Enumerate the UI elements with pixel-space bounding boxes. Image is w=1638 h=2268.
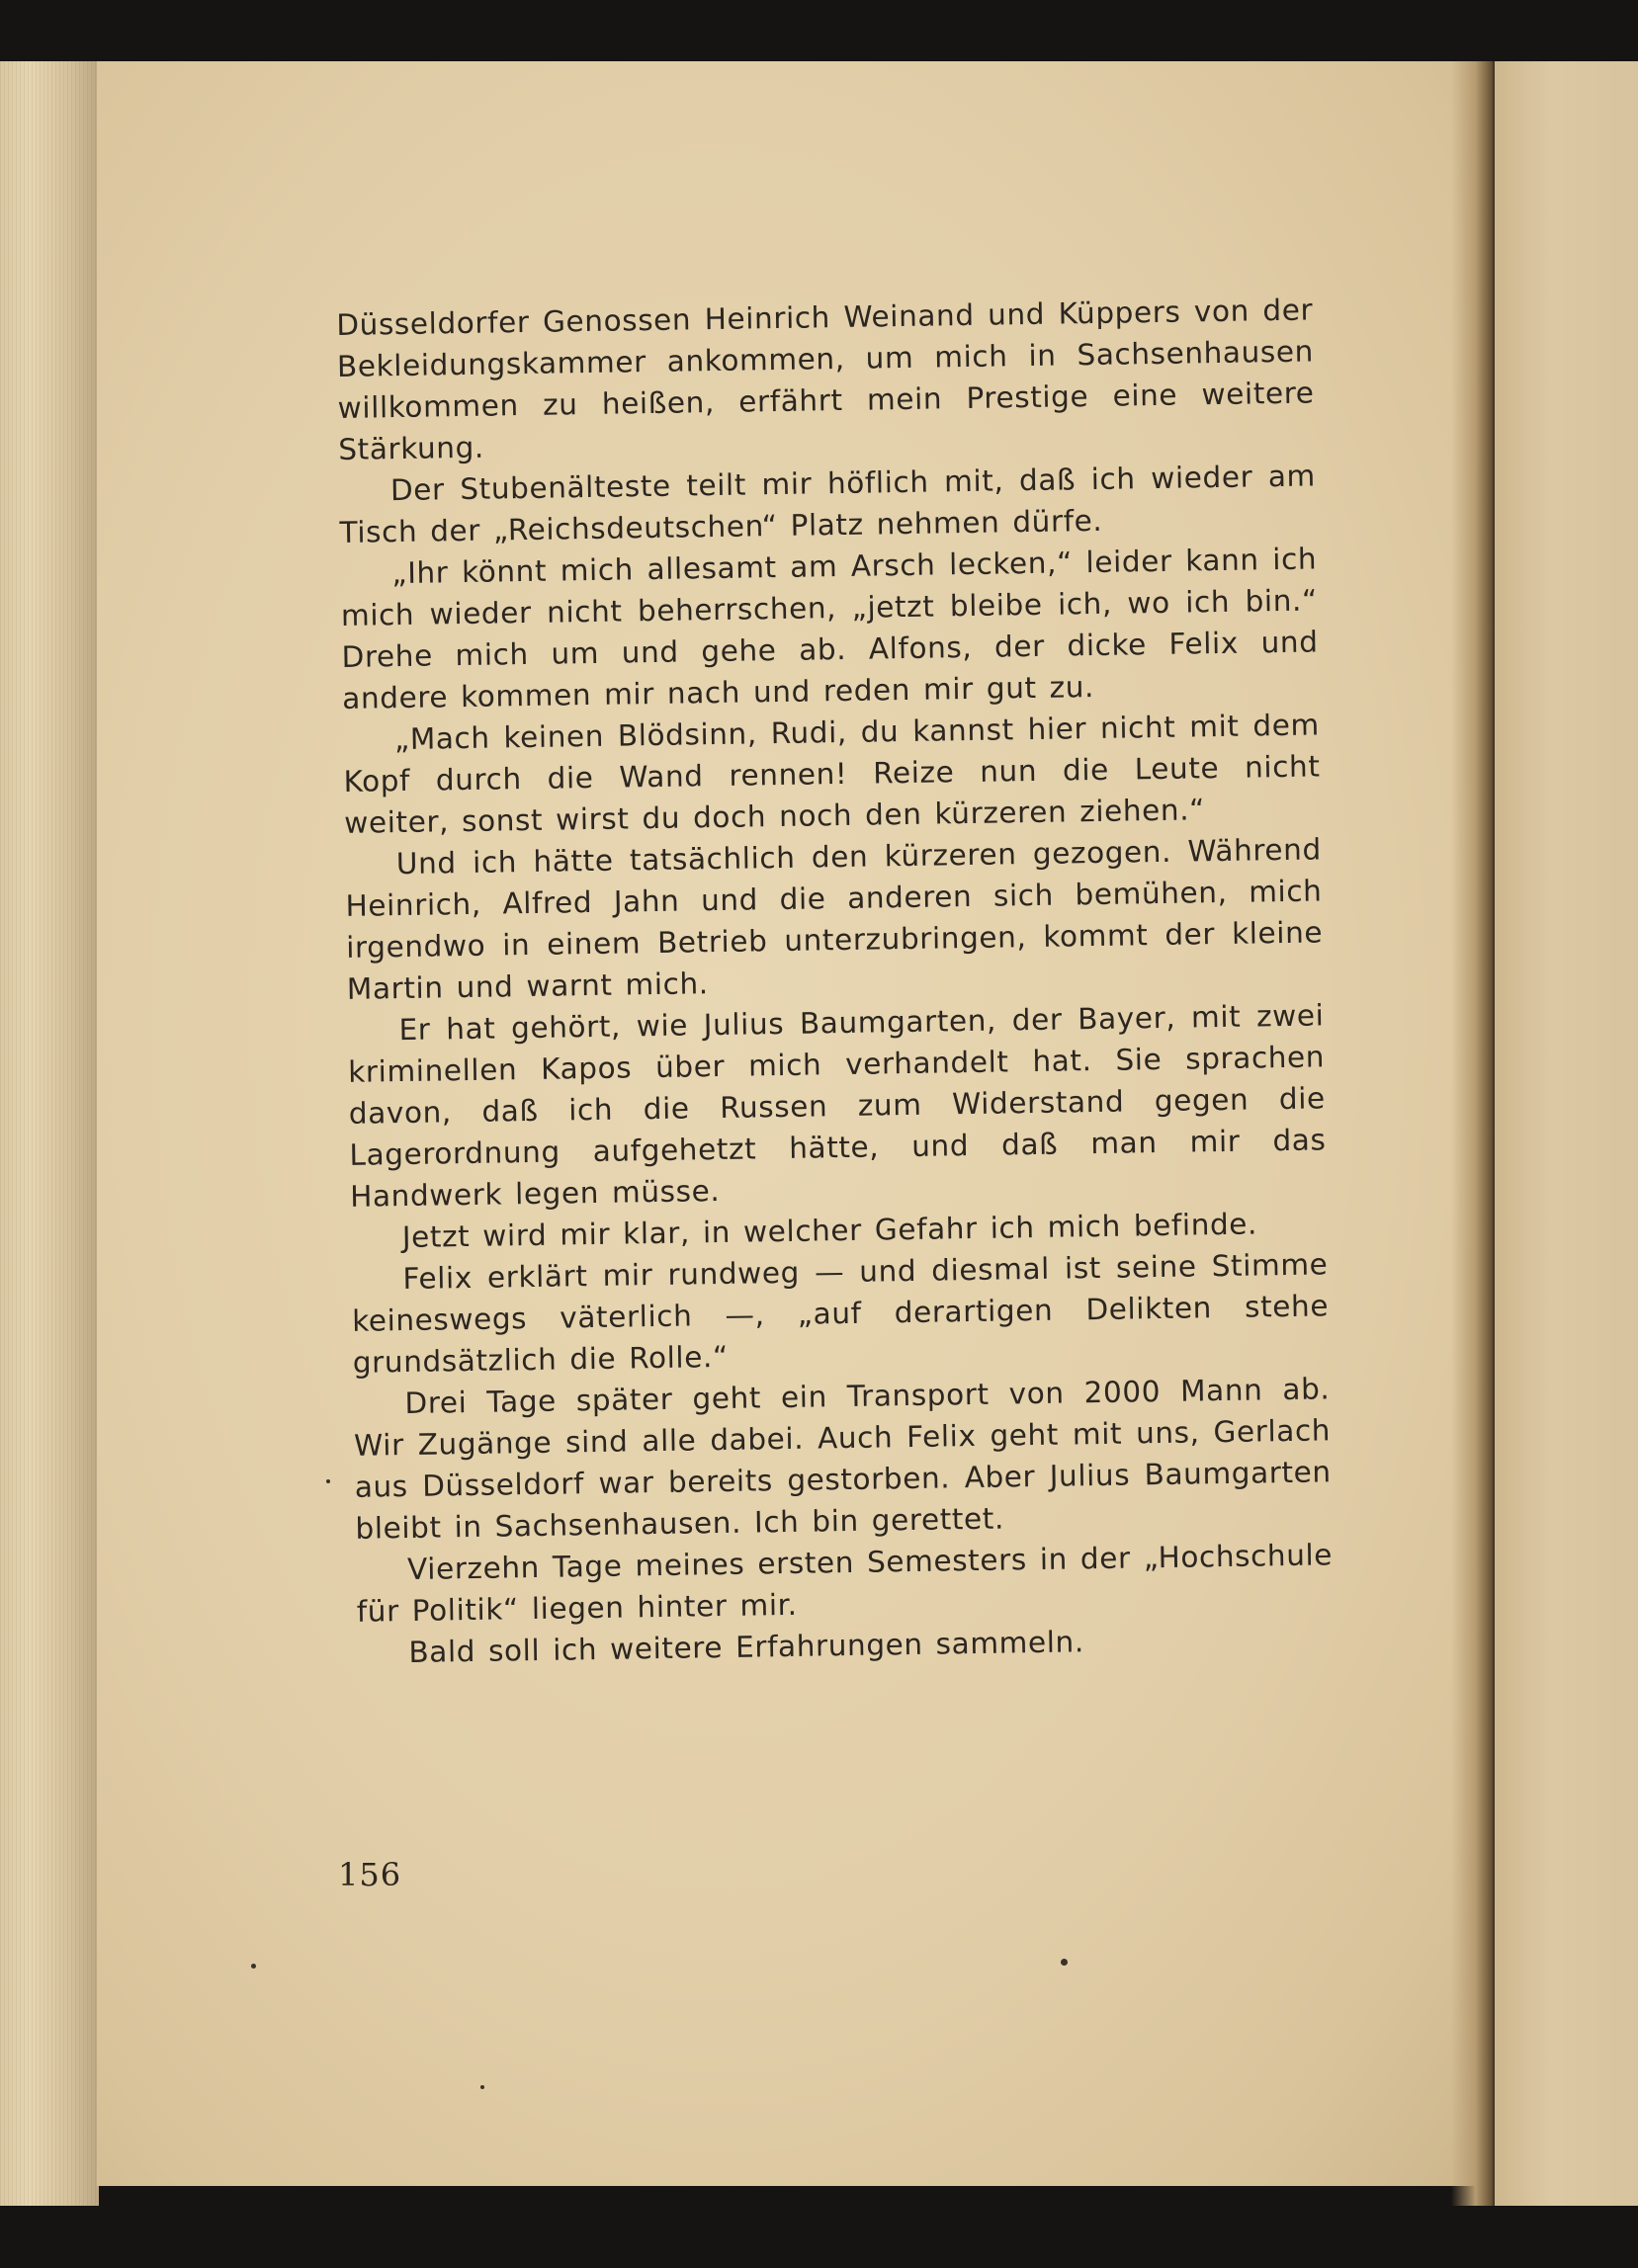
paper-speck — [1061, 1959, 1068, 1966]
paper-speck — [251, 1964, 256, 1969]
book-gutter — [1451, 61, 1496, 2206]
paragraph: Der Stubenälteste teilt mir höflich mit, daß ich wieder am Tisch der „Reichsdeutschen“ Platz nehmen dürfe. — [339, 459, 1317, 549]
facing-page-edge — [1495, 61, 1638, 2206]
paragraph: Felix erklärt mir rundweg — und diesmal ist seine Stimme keineswegs väterlich —, „auf derartigen Delikten stehe grundsätzlich die Rolle.“ — [351, 1247, 1330, 1380]
paragraph: Jetzt wird mir klar, in welcher Gefahr ich mich befinde. — [401, 1207, 1258, 1255]
paragraph: „Ihr könnt mich allesamt am Arsch lecken,“ leider kann ich mich wieder nicht beherrschen, „jetzt bleibe ich, wo ich bin.“ Drehe mich um und gehe ab. Alfons, der dicke Felix und andere kommen mir nach und reden mir gut zu. — [340, 542, 1319, 715]
paragraph: Und ich hätte tatsächlich den kürzeren gezogen. Während Heinrich, Alfred Jahn und die anderen sich bemühen, mich irgendwo in einem Betrieb unterzubringen, kommt der kleine Martin und warnt mich. — [345, 832, 1324, 1006]
paper-speck — [326, 1479, 330, 1483]
paper-speck — [480, 2085, 484, 2089]
page-number: 156 — [338, 1856, 402, 1893]
paragraph: „Mach keinen Blödsinn, Rudi, du kannst hier nicht mit dem Kopf durch die Wand rennen! Reize nun die Leute nicht weiter, sonst wirst du doch noch den kürzeren ziehen.“ — [343, 708, 1321, 840]
paragraph: Bald soll ich weitere Erfahrungen sammeln. — [408, 1625, 1085, 1670]
paragraph: Düsseldorfer Genossen Heinrich Weinand und Küppers von der Bekleidungskammer ankommen, um mich in Sachsenhausen willkommen zu heißen, erfährt mein Prestige eine weitere Stärkung. — [336, 293, 1315, 466]
paragraph: Vierzehn Tage meines ersten Semesters in der „Hochschule für Politik“ liegen hinter mir. — [356, 1538, 1334, 1629]
body-text — [336, 289, 1335, 1673]
paragraph: Er hat gehört, wie Julius Baumgarten, der Bayer, mit zwei kriminellen Kapos über mich verhandelt hat. Sie sprachen davon, daß ich die Russen zum Widerstand gegen die Lagerordnung aufgehetzt hätte, und daß man mir das Handwerk legen müsse. — [347, 998, 1327, 1214]
page-stack-lines — [0, 61, 99, 2206]
paragraph: Drei Tage später geht ein Transport von 2000 Mann ab. Wir Zugänge sind alle dabei. Auch Felix geht mit uns, Gerlach aus Düsseldorf war bereits gestorben. Aber Julius Baumgarten bleibt in Sachsenhausen. Ich bin gerettet. — [353, 1372, 1332, 1546]
